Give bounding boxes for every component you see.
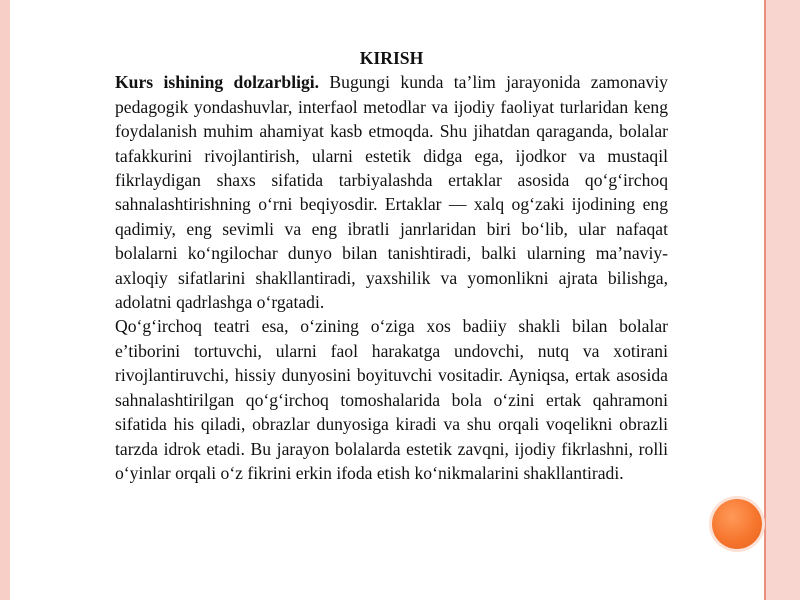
slide-title: KIRISH — [359, 48, 424, 68]
right-frame-border — [766, 0, 800, 600]
paragraph-1-lead: Kurs ishining dolzarbligi. — [115, 72, 320, 93]
orange-circle-decoration — [712, 499, 762, 549]
paragraph-2: Qo‘g‘irchoq teatri esa, o‘zining o‘ziga xos badiiy shakli bilan bolalar e’tiborini tortuvchi, ularni faol harakatga undovchi, nutq va xotirani rivojlantiruvchi, hissiy dunyosini boyituvchi vositadir. Ayniqsa, ertak asosida sahnalashtirilgan qo‘g‘irchoq tomoshalarida bola o‘zini ertak qahramoni sifatida his qiladi, obrazlar dunyosiga kiradi va shu orqali voqelikni obrazli tarzda idrok etadi. Bu jarayon bolalarda estetik zavqni, ijodiy fikrlashni, rolli o‘yinlar orqali o‘z fikrini erkin ifoda etish ko‘nikmalarini shakllantiradi. — [115, 316, 668, 483]
left-frame-border — [0, 0, 10, 600]
slide-content — [115, 46, 668, 485]
paragraph-1 — [115, 70, 668, 314]
paragraph-1-body: Bugungi kunda ta’lim jarayonida zamonaviy pedagogik yondashuvlar, interfaol metodlar va ijodiy faoliyat turlaridan keng foydalanish muhim ahamiyat kasb etmoqda. Shu jihatdan qaraganda, bolalar tafakkurini rivojlantirish, ularni estetik didga ega, ijodkor va mustaqil fikrlaydigan shaxs sifatida tarbiyalashda ertaklar asosida qo‘g‘irchoq sahnalashtirishning o‘rni beqiyosdir. Ertaklar — xalq og‘zaki ijodining eng qadimiy, eng sevimli va eng ibratli janrlaridan biri bo‘lib, ular nafaqat bolalarni ko‘ngilochar dunyo bilan tanishtiradi, balki ularning ma’naviy-axloqiy sifatlarini shakllantiradi, yaxshilik va yomonlikni ajrata bilishga, adolatni qadrlashga o‘rgatadi. — [115, 72, 668, 313]
